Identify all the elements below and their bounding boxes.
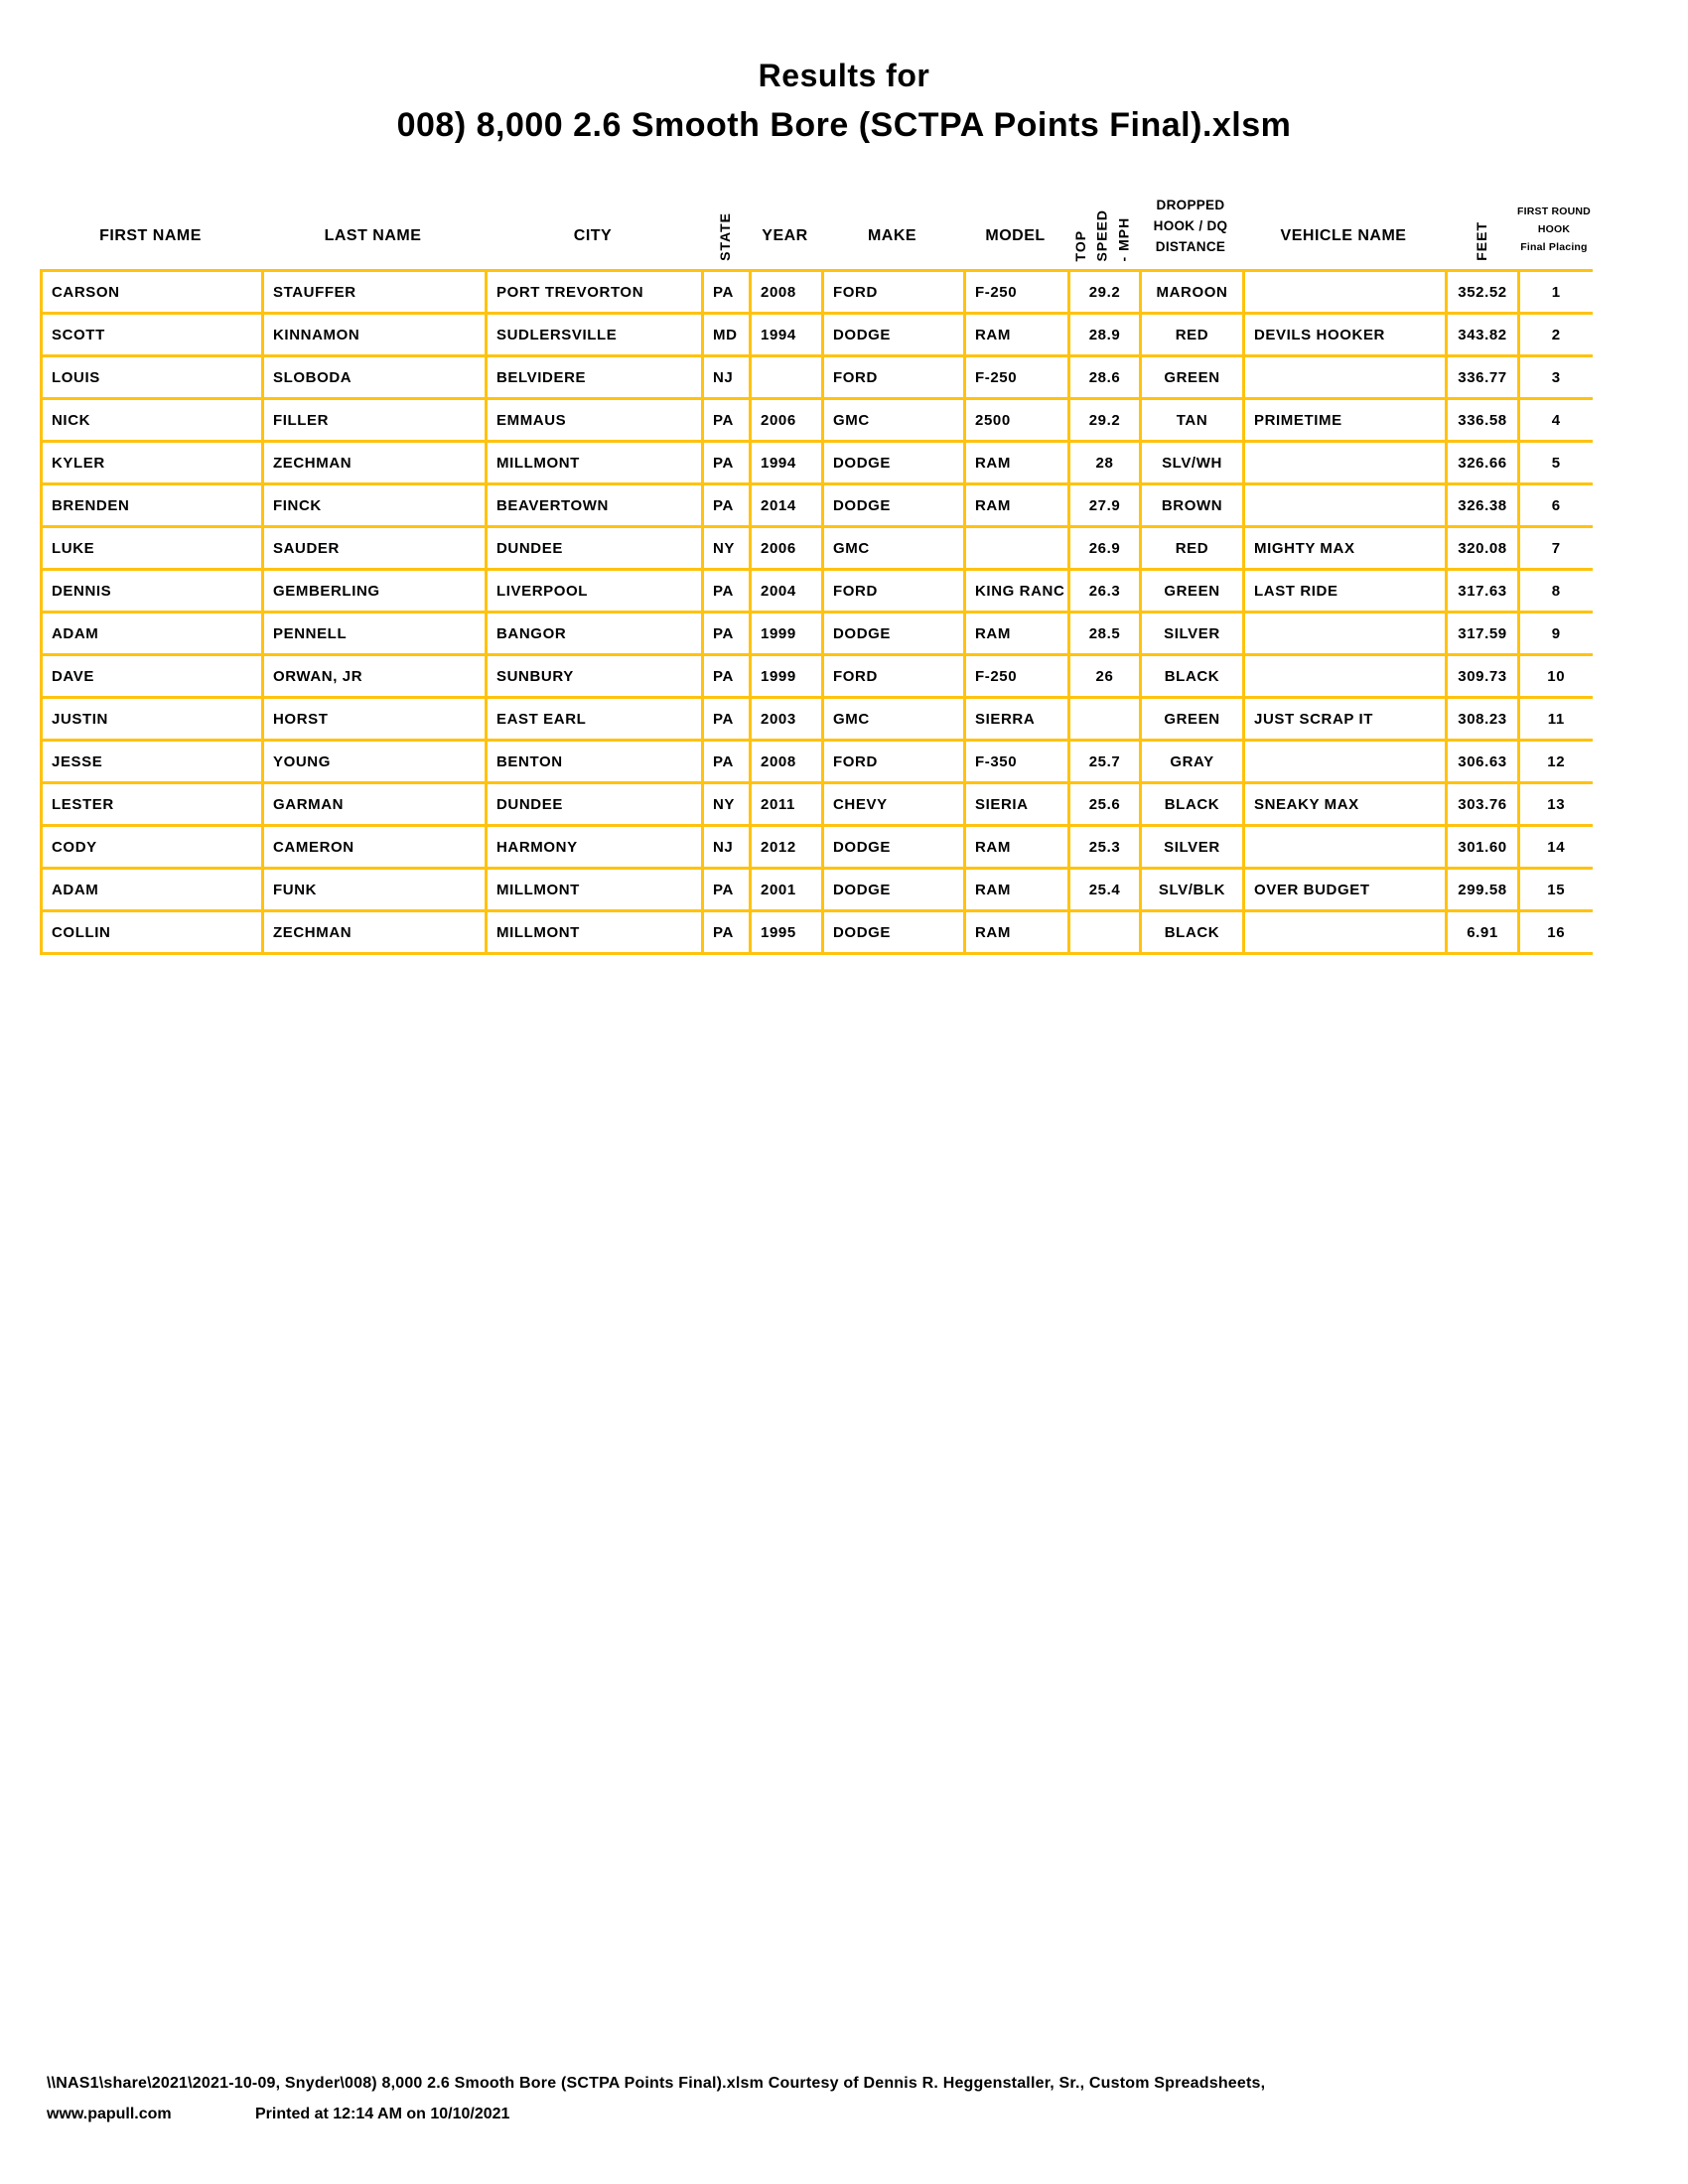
title-line2: 008) 8,000 2.6 Smooth Bore (SCTPA Points Final).xlsm: [396, 106, 1292, 144]
cell-year: 2008: [751, 741, 823, 783]
cell-make: FORD: [823, 570, 965, 613]
cell-make: CHEVY: [823, 783, 965, 826]
cell-first-name: JUSTIN: [42, 698, 263, 741]
cell-dropped-hook-dq-distance: SLV/BLK: [1141, 869, 1244, 911]
cell-state: PA: [703, 442, 751, 484]
column-header-label-year: YEAR: [762, 227, 808, 244]
cell-model: RAM: [965, 613, 1069, 655]
cell-model: F-250: [965, 271, 1069, 314]
column-header-label-city: CITY: [573, 227, 613, 244]
results-table-body: [42, 271, 1593, 954]
cell-dropped-hook-dq-distance: SILVER: [1141, 613, 1244, 655]
table-row-10: [42, 655, 1593, 698]
column-header-make: [821, 187, 963, 269]
cell-state: NY: [703, 527, 751, 570]
cell-city: BENTON: [487, 741, 703, 783]
cell-city: BELVIDERE: [487, 356, 703, 399]
cell-top-speed-mph: 26.3: [1069, 570, 1141, 613]
cell-year: 2014: [751, 484, 823, 527]
cell-top-speed-mph: 29.2: [1069, 271, 1141, 314]
cell-feet: 317.63: [1447, 570, 1519, 613]
cell-feet: 309.73: [1447, 655, 1519, 698]
cell-dropped-hook-dq-distance: GRAY: [1141, 741, 1244, 783]
cell-feet: 336.58: [1447, 399, 1519, 442]
cell-first-round-hook-final-placing: 3: [1519, 356, 1593, 399]
cell-first-round-hook-final-placing: 4: [1519, 399, 1593, 442]
cell-feet: 336.77: [1447, 356, 1519, 399]
cell-city: PORT TREVORTON: [487, 271, 703, 314]
cell-top-speed-mph: [1069, 911, 1141, 954]
cell-model: F-350: [965, 741, 1069, 783]
cell-last-name: FINCK: [263, 484, 487, 527]
cell-top-speed-mph: 25.6: [1069, 783, 1141, 826]
cell-city: MILLMONT: [487, 442, 703, 484]
cell-last-name: PENNELL: [263, 613, 487, 655]
cell-state: MD: [703, 314, 751, 356]
cell-make: FORD: [823, 271, 965, 314]
cell-city: BANGOR: [487, 613, 703, 655]
cell-model: RAM: [965, 442, 1069, 484]
cell-last-name: GEMBERLING: [263, 570, 487, 613]
column-header-label-feet: FEET: [1473, 221, 1489, 261]
cell-dropped-hook-dq-distance: BROWN: [1141, 484, 1244, 527]
table-row-8: [42, 570, 1593, 613]
footer-website: www.papull.com: [47, 2106, 172, 2122]
column-header-label-top-speed-mph: TOP SPEED - MPH: [1072, 208, 1132, 261]
cell-top-speed-mph: 25.7: [1069, 741, 1141, 783]
cell-first-round-hook-final-placing: 15: [1519, 869, 1593, 911]
cell-feet: 320.08: [1447, 527, 1519, 570]
column-header-vehicle-name: [1242, 187, 1445, 269]
cell-city: MILLMONT: [487, 869, 703, 911]
cell-state: PA: [703, 613, 751, 655]
cell-vehicle-name: [1244, 826, 1447, 869]
cell-model: RAM: [965, 869, 1069, 911]
cell-model: SIERRA: [965, 698, 1069, 741]
cell-feet: 6.91: [1447, 911, 1519, 954]
cell-top-speed-mph: [1069, 698, 1141, 741]
cell-feet: 326.38: [1447, 484, 1519, 527]
table-row-5: [42, 442, 1593, 484]
cell-vehicle-name: [1244, 271, 1447, 314]
footer-file-path: \\NAS1\share\2021\2021-10-09, Snyder\008) 8,000 2.6 Smooth Bore (SCTPA Points Final).xlsm Courtesy of Dennis R. Heggenstaller, Sr., Custom Spreadsheets,: [47, 2075, 1266, 2092]
cell-last-name: FILLER: [263, 399, 487, 442]
results-grid: [40, 269, 1593, 955]
table-row-6: [42, 484, 1593, 527]
cell-last-name: STAUFFER: [263, 271, 487, 314]
column-header-feet: [1445, 187, 1517, 269]
cell-first-name: JESSE: [42, 741, 263, 783]
cell-vehicle-name: [1244, 442, 1447, 484]
cell-dropped-hook-dq-distance: GREEN: [1141, 698, 1244, 741]
cell-last-name: CAMERON: [263, 826, 487, 869]
table-row-11: [42, 698, 1593, 741]
cell-year: 2011: [751, 783, 823, 826]
column-header-dropped-hook-dq-distance: [1139, 187, 1242, 269]
cell-vehicle-name: [1244, 356, 1447, 399]
cell-first-name: CARSON: [42, 271, 263, 314]
cell-dropped-hook-dq-distance: RED: [1141, 314, 1244, 356]
title-line1: Results for: [758, 58, 930, 93]
table-row-12: [42, 741, 1593, 783]
cell-make: GMC: [823, 399, 965, 442]
cell-first-round-hook-final-placing: 8: [1519, 570, 1593, 613]
cell-feet: 352.52: [1447, 271, 1519, 314]
cell-feet: 326.66: [1447, 442, 1519, 484]
cell-state: PA: [703, 869, 751, 911]
cell-vehicle-name: PRIMETIME: [1244, 399, 1447, 442]
cell-make: DODGE: [823, 613, 965, 655]
column-header-label-dropped-hook-dq-distance: DROPPED HOOK / DQ DISTANCE: [1153, 198, 1228, 255]
cell-last-name: SAUDER: [263, 527, 487, 570]
column-header-first-round-hook-final-placing: [1517, 187, 1591, 269]
results-table: [40, 187, 1591, 955]
cell-last-name: ORWAN, JR: [263, 655, 487, 698]
column-header-label-first-name: FIRST NAME: [99, 227, 202, 244]
footer-printed-timestamp: Printed at 12:14 AM on 10/10/2021: [255, 2106, 510, 2122]
cell-year: 2003: [751, 698, 823, 741]
cell-make: DODGE: [823, 314, 965, 356]
cell-first-name: LESTER: [42, 783, 263, 826]
cell-last-name: GARMAN: [263, 783, 487, 826]
cell-last-name: ZECHMAN: [263, 911, 487, 954]
column-header-last-name: [261, 187, 485, 269]
cell-year: 2012: [751, 826, 823, 869]
cell-vehicle-name: [1244, 484, 1447, 527]
cell-last-name: YOUNG: [263, 741, 487, 783]
table-row-15: [42, 869, 1593, 911]
cell-make: DODGE: [823, 911, 965, 954]
cell-first-round-hook-final-placing: 9: [1519, 613, 1593, 655]
cell-first-name: CODY: [42, 826, 263, 869]
cell-last-name: HORST: [263, 698, 487, 741]
cell-city: SUDLERSVILLE: [487, 314, 703, 356]
cell-vehicle-name: JUST SCRAP IT: [1244, 698, 1447, 741]
cell-first-name: BRENDEN: [42, 484, 263, 527]
table-header: [40, 187, 1591, 269]
cell-last-name: ZECHMAN: [263, 442, 487, 484]
cell-feet: 299.58: [1447, 869, 1519, 911]
cell-year: 2001: [751, 869, 823, 911]
cell-top-speed-mph: 28.9: [1069, 314, 1141, 356]
column-header-label-make: MAKE: [867, 227, 917, 244]
column-header-model: [963, 187, 1067, 269]
column-header-state: [701, 187, 749, 269]
cell-first-round-hook-final-placing: 12: [1519, 741, 1593, 783]
table-row-2: [42, 314, 1593, 356]
cell-feet: 306.63: [1447, 741, 1519, 783]
cell-state: PA: [703, 484, 751, 527]
column-header-label-vehicle-name: VEHICLE NAME: [1280, 227, 1407, 244]
cell-model: [965, 527, 1069, 570]
cell-first-name: SCOTT: [42, 314, 263, 356]
cell-vehicle-name: MIGHTY MAX: [1244, 527, 1447, 570]
cell-model: 2500: [965, 399, 1069, 442]
cell-city: EMMAUS: [487, 399, 703, 442]
cell-state: NY: [703, 783, 751, 826]
column-header-city: [485, 187, 701, 269]
cell-top-speed-mph: 25.4: [1069, 869, 1141, 911]
cell-state: PA: [703, 655, 751, 698]
cell-model: RAM: [965, 314, 1069, 356]
cell-year: [751, 356, 823, 399]
cell-feet: 303.76: [1447, 783, 1519, 826]
column-header-label-state: STATE: [717, 212, 733, 261]
cell-first-round-hook-final-placing: 5: [1519, 442, 1593, 484]
cell-make: DODGE: [823, 826, 965, 869]
cell-year: 1995: [751, 911, 823, 954]
cell-year: 1999: [751, 655, 823, 698]
cell-feet: 301.60: [1447, 826, 1519, 869]
cell-year: 2008: [751, 271, 823, 314]
table-row-7: [42, 527, 1593, 570]
cell-last-name: FUNK: [263, 869, 487, 911]
cell-make: GMC: [823, 527, 965, 570]
cell-first-round-hook-final-placing: 11: [1519, 698, 1593, 741]
cell-dropped-hook-dq-distance: BLACK: [1141, 655, 1244, 698]
cell-dropped-hook-dq-distance: SLV/WH: [1141, 442, 1244, 484]
cell-dropped-hook-dq-distance: GREEN: [1141, 356, 1244, 399]
cell-last-name: SLOBODA: [263, 356, 487, 399]
table-row-16: [42, 911, 1593, 954]
table-row-4: [42, 399, 1593, 442]
cell-city: SUNBURY: [487, 655, 703, 698]
cell-year: 2004: [751, 570, 823, 613]
cell-top-speed-mph: 26.9: [1069, 527, 1141, 570]
cell-state: PA: [703, 911, 751, 954]
cell-first-name: DENNIS: [42, 570, 263, 613]
cell-model: F-250: [965, 655, 1069, 698]
column-header-top-speed-mph: [1067, 187, 1139, 269]
cell-feet: 317.59: [1447, 613, 1519, 655]
column-header-first-name: [40, 187, 261, 269]
cell-city: LIVERPOOL: [487, 570, 703, 613]
cell-make: DODGE: [823, 484, 965, 527]
cell-city: MILLMONT: [487, 911, 703, 954]
page-title: [0, 58, 1688, 145]
cell-dropped-hook-dq-distance: BLACK: [1141, 911, 1244, 954]
cell-model: SIERIA: [965, 783, 1069, 826]
page-footer: [47, 2075, 1635, 2125]
cell-year: 1994: [751, 442, 823, 484]
cell-last-name: KINNAMON: [263, 314, 487, 356]
footer-line2: [47, 2106, 1635, 2125]
cell-city: EAST EARL: [487, 698, 703, 741]
cell-top-speed-mph: 27.9: [1069, 484, 1141, 527]
cell-state: PA: [703, 570, 751, 613]
cell-first-name: DAVE: [42, 655, 263, 698]
cell-dropped-hook-dq-distance: MAROON: [1141, 271, 1244, 314]
cell-vehicle-name: [1244, 741, 1447, 783]
cell-state: PA: [703, 399, 751, 442]
cell-feet: 343.82: [1447, 314, 1519, 356]
cell-first-round-hook-final-placing: 14: [1519, 826, 1593, 869]
cell-vehicle-name: DEVILS HOOKER: [1244, 314, 1447, 356]
cell-top-speed-mph: 29.2: [1069, 399, 1141, 442]
cell-first-round-hook-final-placing: 1: [1519, 271, 1593, 314]
cell-first-name: LUKE: [42, 527, 263, 570]
cell-state: NJ: [703, 826, 751, 869]
cell-dropped-hook-dq-distance: GREEN: [1141, 570, 1244, 613]
column-header-label-model: MODEL: [985, 227, 1046, 244]
cell-city: BEAVERTOWN: [487, 484, 703, 527]
cell-city: HARMONY: [487, 826, 703, 869]
cell-dropped-hook-dq-distance: BLACK: [1141, 783, 1244, 826]
cell-year: 2006: [751, 527, 823, 570]
cell-make: FORD: [823, 356, 965, 399]
cell-vehicle-name: LAST RIDE: [1244, 570, 1447, 613]
cell-state: PA: [703, 271, 751, 314]
cell-dropped-hook-dq-distance: RED: [1141, 527, 1244, 570]
cell-model: RAM: [965, 484, 1069, 527]
cell-top-speed-mph: 28.6: [1069, 356, 1141, 399]
cell-first-name: ADAM: [42, 869, 263, 911]
cell-model: RAM: [965, 911, 1069, 954]
cell-first-round-hook-final-placing: 7: [1519, 527, 1593, 570]
cell-make: FORD: [823, 655, 965, 698]
cell-vehicle-name: [1244, 655, 1447, 698]
cell-first-name: KYLER: [42, 442, 263, 484]
cell-model: F-250: [965, 356, 1069, 399]
table-row-14: [42, 826, 1593, 869]
cell-first-name: NICK: [42, 399, 263, 442]
cell-make: DODGE: [823, 869, 965, 911]
cell-model: KING RANC: [965, 570, 1069, 613]
cell-dropped-hook-dq-distance: TAN: [1141, 399, 1244, 442]
cell-state: PA: [703, 698, 751, 741]
cell-feet: 308.23: [1447, 698, 1519, 741]
cell-top-speed-mph: 25.3: [1069, 826, 1141, 869]
cell-vehicle-name: [1244, 613, 1447, 655]
cell-top-speed-mph: 28: [1069, 442, 1141, 484]
table-row-3: [42, 356, 1593, 399]
cell-make: FORD: [823, 741, 965, 783]
cell-year: 2006: [751, 399, 823, 442]
table-row-13: [42, 783, 1593, 826]
cell-city: DUNDEE: [487, 783, 703, 826]
cell-vehicle-name: SNEAKY MAX: [1244, 783, 1447, 826]
cell-year: 1999: [751, 613, 823, 655]
cell-vehicle-name: [1244, 911, 1447, 954]
column-header-year: [749, 187, 821, 269]
cell-first-round-hook-final-placing: 2: [1519, 314, 1593, 356]
column-header-label-first-round-hook-final-placing: FIRST ROUND HOOK Final Placing: [1517, 205, 1591, 254]
cell-make: GMC: [823, 698, 965, 741]
cell-dropped-hook-dq-distance: SILVER: [1141, 826, 1244, 869]
cell-first-name: LOUIS: [42, 356, 263, 399]
cell-year: 1994: [751, 314, 823, 356]
column-header-label-last-name: LAST NAME: [324, 227, 422, 244]
cell-first-round-hook-final-placing: 10: [1519, 655, 1593, 698]
cell-first-round-hook-final-placing: 16: [1519, 911, 1593, 954]
cell-vehicle-name: OVER BUDGET: [1244, 869, 1447, 911]
cell-make: DODGE: [823, 442, 965, 484]
table-row-1: [42, 271, 1593, 314]
cell-first-round-hook-final-placing: 13: [1519, 783, 1593, 826]
table-row-9: [42, 613, 1593, 655]
cell-top-speed-mph: 26: [1069, 655, 1141, 698]
cell-first-round-hook-final-placing: 6: [1519, 484, 1593, 527]
cell-city: DUNDEE: [487, 527, 703, 570]
cell-first-name: COLLIN: [42, 911, 263, 954]
cell-top-speed-mph: 28.5: [1069, 613, 1141, 655]
cell-state: NJ: [703, 356, 751, 399]
cell-model: RAM: [965, 826, 1069, 869]
cell-state: PA: [703, 741, 751, 783]
cell-first-name: ADAM: [42, 613, 263, 655]
